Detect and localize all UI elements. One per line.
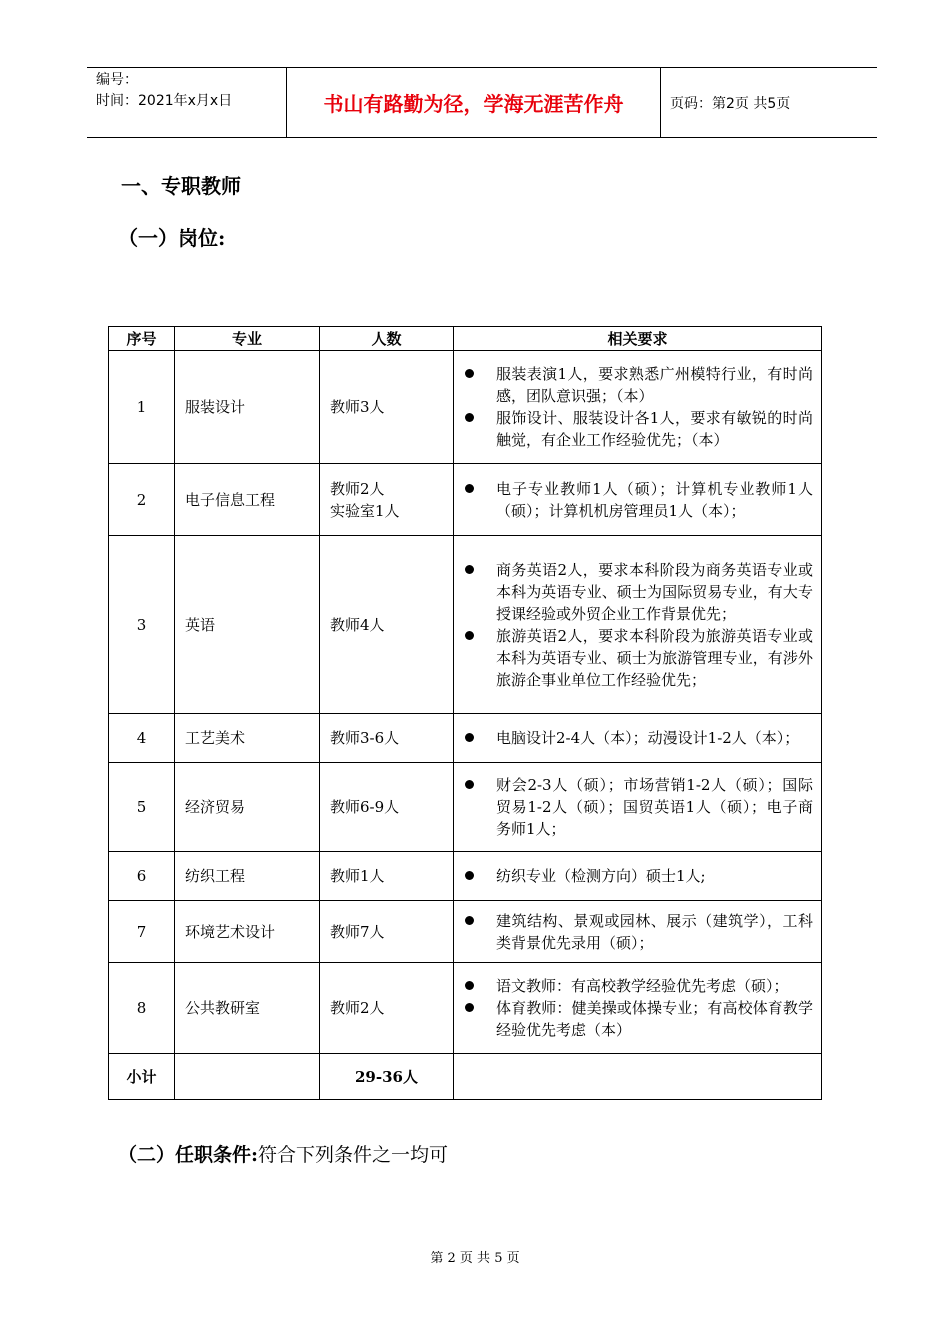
row-number: 1: [109, 351, 175, 464]
page-footer: 第 2 页 共 5 页: [430, 1251, 520, 1266]
table-row: [109, 464, 822, 536]
positions-table: [108, 326, 822, 1100]
requirement-item: 旅游英语2人，要求本科阶段为旅游英语专业或本科为英语专业、硕士为旅游管理专业，有涉外旅游企事业单位工作经验优先；: [460, 625, 813, 691]
row-count-line: 教师2人: [330, 999, 385, 1017]
subtotal-empty: [175, 1054, 320, 1100]
header-meta: [87, 68, 287, 137]
row-major: 英语: [175, 536, 320, 714]
requirements-list: [460, 774, 813, 840]
requirements-list: [460, 865, 813, 887]
row-number: 4: [109, 714, 175, 763]
row-count-line: 教师6-9人: [330, 798, 400, 816]
row-requirements: [454, 763, 822, 852]
requirements-list: [460, 910, 813, 954]
requirements-list: [460, 727, 813, 749]
table-row: [109, 901, 822, 963]
row-count: [320, 963, 454, 1054]
requirement-item: 体育教师：健美操或体操专业；有高校体育教学经验优先考虑（本）: [460, 997, 813, 1041]
row-number: 7: [109, 901, 175, 963]
row-count: [320, 763, 454, 852]
row-count-line: 教师2人: [330, 479, 385, 498]
section-title-positions: （一）岗位:: [118, 226, 226, 250]
row-count-line: 教师4人: [330, 615, 385, 634]
row-count: [320, 536, 454, 714]
row-major: 电子信息工程: [175, 464, 320, 536]
row-major: 服装设计: [175, 351, 320, 464]
section-title-fulltime-teachers: 一、专职教师: [121, 174, 241, 198]
row-major: 公共教研室: [175, 963, 320, 1054]
table-row: [109, 852, 822, 901]
qualifications-title: （二）任职条件:: [118, 1144, 259, 1166]
row-major: 纺织工程: [175, 852, 320, 901]
requirements-list: [460, 975, 813, 1041]
requirement-item: 建筑结构、景观或园林、展示（建筑学），工科类背景优先录用（硕）；: [460, 910, 813, 954]
document-header: [87, 67, 877, 138]
row-count-line: 教师1人: [330, 867, 385, 885]
row-count: [320, 464, 454, 536]
requirement-item: 商务英语2人，要求本科阶段为商务英语专业或本科为英语专业、硕士为国际贸易专业，有大专授课经验或外贸企业工作背景优先；: [460, 559, 813, 625]
row-requirements: [454, 901, 822, 963]
table-row: [109, 963, 822, 1054]
row-number: 3: [109, 536, 175, 714]
requirement-item: 财会2-3人（硕）；市场营销1-2人（硕）；国际贸易1-2人（硕）；国贸英语1人（硕）；电子商务师1人；: [460, 774, 813, 840]
row-count: [320, 852, 454, 901]
subtotal-empty-req: [454, 1054, 822, 1100]
row-number: 5: [109, 763, 175, 852]
table-body: [109, 351, 822, 1054]
requirement-item: 服装表演1人，要求熟悉广州模特行业，有时尚感，团队意识强；（本）: [460, 363, 813, 407]
section-qualifications: [118, 1140, 448, 1167]
row-count: [320, 351, 454, 464]
requirement-item: 纺织专业（检测方向）硕士1人;: [460, 865, 813, 887]
requirement-item: 电子专业教师1人（硕）；计算机专业教师1人（硕）；计算机机房管理员1人（本）；: [460, 478, 813, 522]
row-requirements: [454, 852, 822, 901]
row-requirements: [454, 351, 822, 464]
time-label: 时间：2021年x月x日: [96, 93, 233, 109]
table-row: [109, 714, 822, 763]
requirements-list: [460, 478, 813, 522]
row-number: 6: [109, 852, 175, 901]
row-number: 2: [109, 464, 175, 536]
requirement-item: 电脑设计2-4人（本）；动漫设计1-2人（本）；: [460, 727, 813, 749]
row-requirements: [454, 714, 822, 763]
row-count-line: 教师7人: [330, 922, 385, 941]
row-requirements: [454, 963, 822, 1054]
header-requirements: 相关要求: [454, 327, 822, 351]
table-row: [109, 763, 822, 852]
row-number: 8: [109, 963, 175, 1054]
subtotal-label: 小计: [109, 1054, 175, 1100]
requirements-list: [460, 363, 813, 451]
header-major: 专业: [175, 327, 320, 351]
row-count-line: 教师3人: [330, 398, 385, 416]
table-row: [109, 351, 822, 464]
row-count: [320, 901, 454, 963]
requirement-item: 语文教师：有高校教学经验优先考虑（硕）；: [460, 975, 813, 997]
header-motto: 书山有路勤为径，学海无涯苦作舟: [287, 68, 661, 137]
header-no: 序号: [109, 327, 175, 351]
subtotal-row: [109, 1054, 822, 1100]
requirements-list: [460, 559, 813, 691]
row-count-line: 教师3-6人: [330, 729, 400, 747]
row-requirements: [454, 464, 822, 536]
table-header-row: [109, 327, 822, 351]
row-count: [320, 714, 454, 763]
table-row: [109, 536, 822, 714]
row-count-line: 实验室1人: [330, 501, 400, 520]
row-major: 工艺美术: [175, 714, 320, 763]
header-count: 人数: [320, 327, 454, 351]
row-major: 环境艺术设计: [175, 901, 320, 963]
row-major: 经济贸易: [175, 763, 320, 852]
qualifications-text: 符合下列条件之一均可: [258, 1144, 449, 1166]
requirement-item: 服饰设计、服装设计各1人，要求有敏锐的时尚触觉，有企业工作经验优先；（本）: [460, 407, 813, 451]
header-page-info: 页码：第2页 共5页: [670, 95, 791, 112]
subtotal-value: 29-36人: [320, 1054, 454, 1100]
row-requirements: [454, 536, 822, 714]
serial-label: 编号：: [96, 72, 138, 88]
